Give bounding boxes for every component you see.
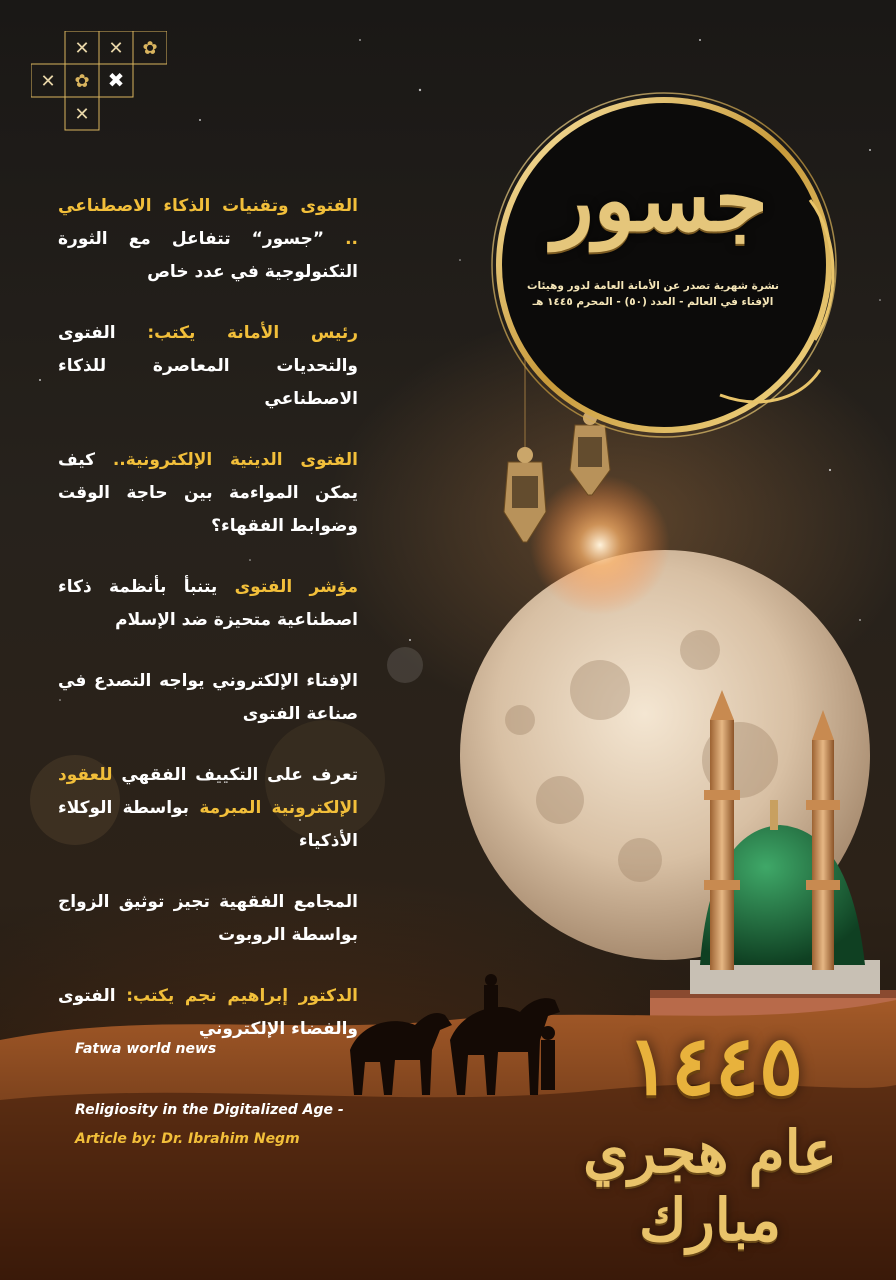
masthead-subtitle-line2: الإفتاء في العالم - العدد (٥٠) - المحرم ١٤٤٥ هـ <box>532 296 774 308</box>
toc-text: الفتوى والفضاء الإلكتروني <box>58 986 358 1039</box>
article-byline: Article by: Dr. Ibrahim Negm <box>75 1131 300 1147</box>
lens-flare <box>530 475 670 615</box>
svg-text:✕: ✕ <box>108 38 124 59</box>
toc-text: بواسطة الوكلاء الأذكياء <box>58 798 358 851</box>
toc-item-2 <box>58 317 358 416</box>
hijri-year: ١٤٤٥ <box>626 1018 804 1114</box>
toc-highlight: الفتوى الدينية الإلكترونية.. <box>112 450 358 470</box>
table-of-contents <box>58 190 358 1074</box>
toc-item-8 <box>58 980 358 1046</box>
toc-text: كيف يمكن المواءمة بين حاجة الوقت وضوابط الفقهاء؟ <box>58 450 358 536</box>
masthead-subtitle <box>508 278 798 310</box>
toc-text: يتنبأ بأنظمة ذكاء اصطناعية متحيزة ضد الإسلام <box>58 577 358 630</box>
svg-text:✿: ✿ <box>142 38 158 59</box>
toc-item-7 <box>58 886 358 952</box>
toc-text: ”جسور“ تتفاعل مع الثورة التكنولوجية في عدد خاص <box>58 229 358 282</box>
svg-text:✕: ✕ <box>40 71 56 92</box>
toc-text: تعرف على التكييف الفقهي <box>112 765 358 785</box>
toc-item-6 <box>58 759 358 858</box>
toc-item-5 <box>58 665 358 731</box>
toc-text: الفتوى والتحديات المعاصرة للذكاء الاصطناعي <box>58 323 358 409</box>
toc-highlight: للعقود الإلكترونية المبرمة <box>58 765 358 818</box>
toc-highlight: الدكتور إبراهيم نجم يكتب: <box>126 986 358 1006</box>
toc-text: الإفتاء الإلكتروني يواجه التصدع في صناعة الفتوى <box>58 671 358 724</box>
masthead-title: جسور <box>552 150 768 251</box>
svg-text:✿: ✿ <box>74 71 90 92</box>
toc-highlight: مؤشر الفتوى <box>234 577 358 597</box>
fatwa-news-label: Fatwa world news <box>75 1041 217 1057</box>
publisher-logo <box>31 31 167 131</box>
toc-item-3 <box>58 444 358 543</box>
svg-text:✖: ✖ <box>107 68 125 92</box>
toc-highlight: الفتوى وتقنيات الذكاء الاصطناعي .. <box>58 196 358 249</box>
svg-text:✕: ✕ <box>74 38 90 59</box>
toc-item-4 <box>58 571 358 637</box>
toc-item-1 <box>58 190 358 289</box>
article-title: Religiosity in the Digitalized Age - <box>75 1102 344 1118</box>
toc-text: المجامع الفقهية تجيز توثيق الزواج بواسطة الروبوت <box>58 892 358 945</box>
toc-highlight: رئيس الأمانة يكتب: <box>147 323 358 343</box>
svg-text:✕: ✕ <box>74 104 90 125</box>
masthead-ring <box>492 93 836 437</box>
masthead-subtitle-line1: نشرة شهرية تصدر عن الأمانة العامة لدور وهيئات <box>527 280 779 292</box>
new-year-greeting: عام هجري مبارك <box>583 1118 837 1254</box>
